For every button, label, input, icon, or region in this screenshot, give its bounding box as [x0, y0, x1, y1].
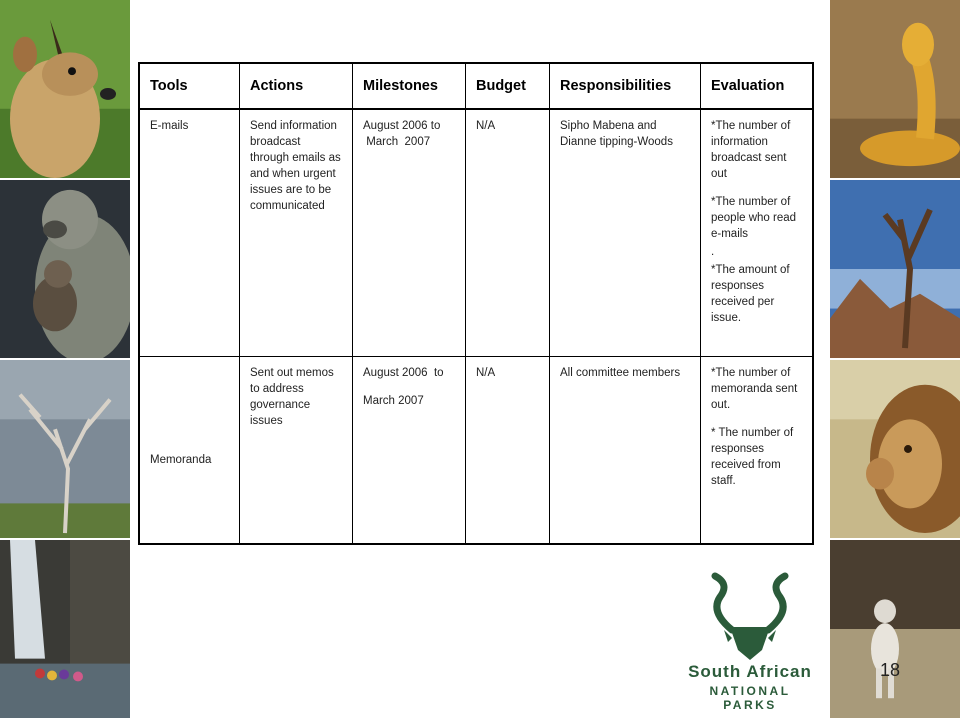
- milestone-end: March 2007: [363, 395, 424, 407]
- right-photo-strip: [830, 0, 960, 720]
- logo-wordmark: [684, 662, 816, 712]
- header-responsibilities: Responsibilities: [550, 63, 701, 109]
- waterfall-photo: [0, 540, 130, 720]
- antelope-photo: [0, 0, 130, 180]
- milestone-end: March 2007: [363, 136, 431, 148]
- cell-action: Send information broadcast through emails as and when urgent issues are to be communicated: [240, 109, 353, 357]
- cell-milestone: [353, 357, 466, 545]
- header-tools: Tools: [139, 63, 240, 109]
- logo-line1: South African: [688, 662, 812, 681]
- header-evaluation: Evaluation: [701, 63, 814, 109]
- cell-milestone: [353, 109, 466, 357]
- table-row: [139, 357, 813, 545]
- milestone-start: August 2006 to: [363, 120, 441, 132]
- evaluation-item: .: [711, 246, 715, 258]
- cobra-photo: [830, 0, 960, 180]
- baboon-photo: [0, 180, 130, 360]
- header-actions: Actions: [240, 63, 353, 109]
- cell-evaluation: [701, 357, 814, 545]
- cell-budget: N/A: [466, 357, 550, 545]
- logo-line2: NATIONAL PARKS: [709, 684, 791, 712]
- dead-tree-photo: [830, 180, 960, 360]
- tree-photo: [0, 360, 130, 540]
- cell-budget: N/A: [466, 109, 550, 357]
- evaluation-item: *The number of people who read e-mails: [711, 196, 797, 240]
- communication-plan-table: [138, 62, 814, 545]
- cell-tool: E-mails: [139, 109, 240, 357]
- cell-evaluation: [701, 109, 814, 357]
- table-row: [139, 109, 813, 357]
- left-photo-strip: [0, 0, 130, 720]
- evaluation-item: *The amount of responses received per issue.: [711, 264, 790, 324]
- cell-action: Sent out memos to address governance issues: [240, 357, 353, 545]
- cell-responsibility: Sipho Mabena and Dianne tipping-Woods: [550, 109, 701, 357]
- table-header-row: [139, 63, 813, 109]
- evaluation-item: *The number of memoranda sent out.: [711, 367, 798, 411]
- cell-responsibility: All committee members: [550, 357, 701, 545]
- header-milestones: Milestones: [353, 63, 466, 109]
- evaluation-item: * The number of responses received from staff.: [711, 427, 794, 487]
- lion-photo: [830, 360, 960, 540]
- cell-tool: Memoranda: [139, 357, 240, 545]
- evaluation-item: *The number of information broadcast sent out: [711, 120, 791, 180]
- header-budget: Budget: [466, 63, 550, 109]
- monkey-photo: [830, 540, 960, 720]
- page-number: 18: [880, 660, 901, 680]
- milestone-start: August 2006 to: [363, 367, 444, 379]
